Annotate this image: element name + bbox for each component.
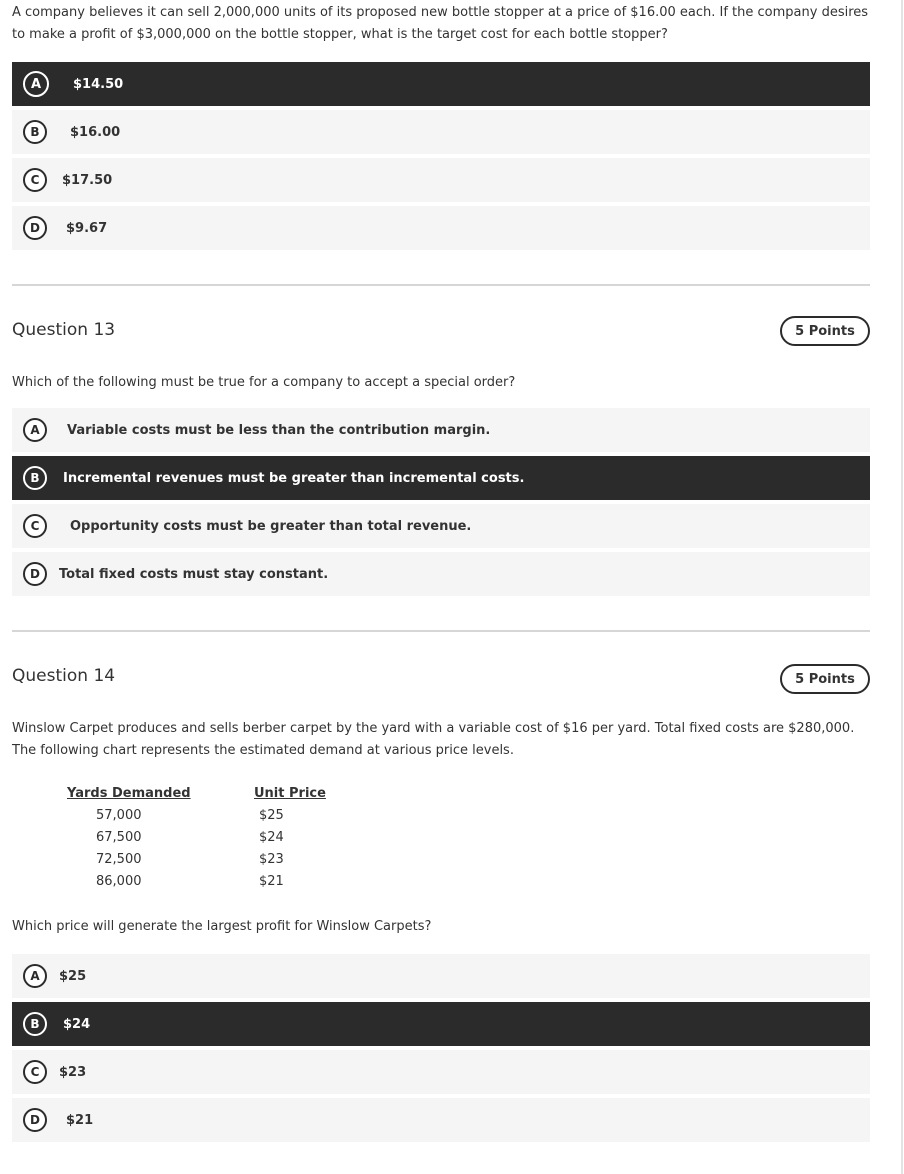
option-label: Incremental revenues must be greater than incremental costs.	[63, 470, 525, 486]
q14-prompt-line-2: The following chart represents the estimated demand at various price levels.	[12, 743, 514, 758]
option-letter-badge: A	[23, 418, 47, 442]
option-label: $25	[59, 968, 87, 984]
table-cell-yards: 57,000	[96, 808, 142, 823]
q14-option-c[interactable]	[12, 1050, 870, 1094]
q14-option-b[interactable]	[12, 1002, 870, 1046]
table-cell-price: $21	[259, 874, 284, 889]
q14-option-a[interactable]	[12, 954, 870, 998]
q12-option-a[interactable]	[12, 62, 870, 106]
option-letter-badge: A	[23, 71, 49, 97]
question-13-title: Question 13	[12, 320, 116, 340]
option-letter-badge: C	[23, 1060, 47, 1084]
option-letter-badge: B	[23, 466, 47, 490]
option-label: $21	[66, 1112, 94, 1128]
question-divider	[12, 284, 870, 286]
option-label: Total fixed costs must stay constant.	[59, 566, 329, 582]
q13-option-b[interactable]	[12, 456, 870, 500]
q13-option-c[interactable]	[12, 504, 870, 548]
option-label: $24	[63, 1016, 91, 1032]
q14-option-d[interactable]	[12, 1098, 870, 1142]
option-label: $23	[59, 1064, 87, 1080]
question-14-title: Question 14	[12, 666, 116, 686]
q12-option-d[interactable]	[12, 206, 870, 250]
table-header-price: Unit Price	[254, 786, 326, 801]
option-letter-badge: D	[23, 562, 47, 586]
option-letter-badge: B	[23, 1012, 47, 1036]
option-letter-badge: D	[23, 1108, 47, 1132]
option-label: $16.00	[70, 124, 121, 140]
q12-prompt-line-1: A company believes it can sell 2,000,000 units of its proposed new bottle stopper at a price of $16.00 each. If the company desires	[12, 5, 869, 20]
table-cell-yards: 86,000	[96, 874, 142, 889]
table-cell-yards: 72,500	[96, 852, 142, 867]
option-label: Variable costs must be less than the contribution margin.	[67, 422, 491, 438]
table-header-yards: Yards Demanded	[67, 786, 191, 801]
q13-option-d[interactable]	[12, 552, 870, 596]
q14-question: Which price will generate the largest profit for Winslow Carpets?	[12, 919, 432, 934]
option-label: $9.67	[66, 220, 108, 236]
q13-prompt: Which of the following must be true for a company to accept a special order?	[12, 375, 516, 390]
table-cell-price: $23	[259, 852, 284, 867]
q13-option-a[interactable]	[12, 408, 870, 452]
option-label: $17.50	[62, 172, 113, 188]
option-letter-badge: A	[23, 964, 47, 988]
table-cell-price: $24	[259, 830, 284, 845]
option-label: $14.50	[73, 76, 124, 92]
q12-option-b[interactable]	[12, 110, 870, 154]
table-cell-yards: 67,500	[96, 830, 142, 845]
question-divider	[12, 630, 870, 632]
page-right-border	[901, 0, 903, 1174]
q14-prompt-line-1: Winslow Carpet produces and sells berber carpet by the yard with a variable cost of $16 per yard. Total fixed costs are $280,000.	[12, 721, 855, 736]
option-letter-badge: C	[23, 168, 47, 192]
option-letter-badge: D	[23, 216, 47, 240]
option-label: Opportunity costs must be greater than total revenue.	[70, 518, 472, 534]
option-letter-badge: C	[23, 514, 47, 538]
q14-points-badge: 5 Points	[780, 664, 870, 694]
table-cell-price: $25	[259, 808, 284, 823]
q12-option-c[interactable]	[12, 158, 870, 202]
q13-points-badge: 5 Points	[780, 316, 870, 346]
option-letter-badge: B	[23, 120, 47, 144]
q12-prompt-line-2: to make a profit of $3,000,000 on the bottle stopper, what is the target cost for each bottle stopper?	[12, 27, 668, 42]
